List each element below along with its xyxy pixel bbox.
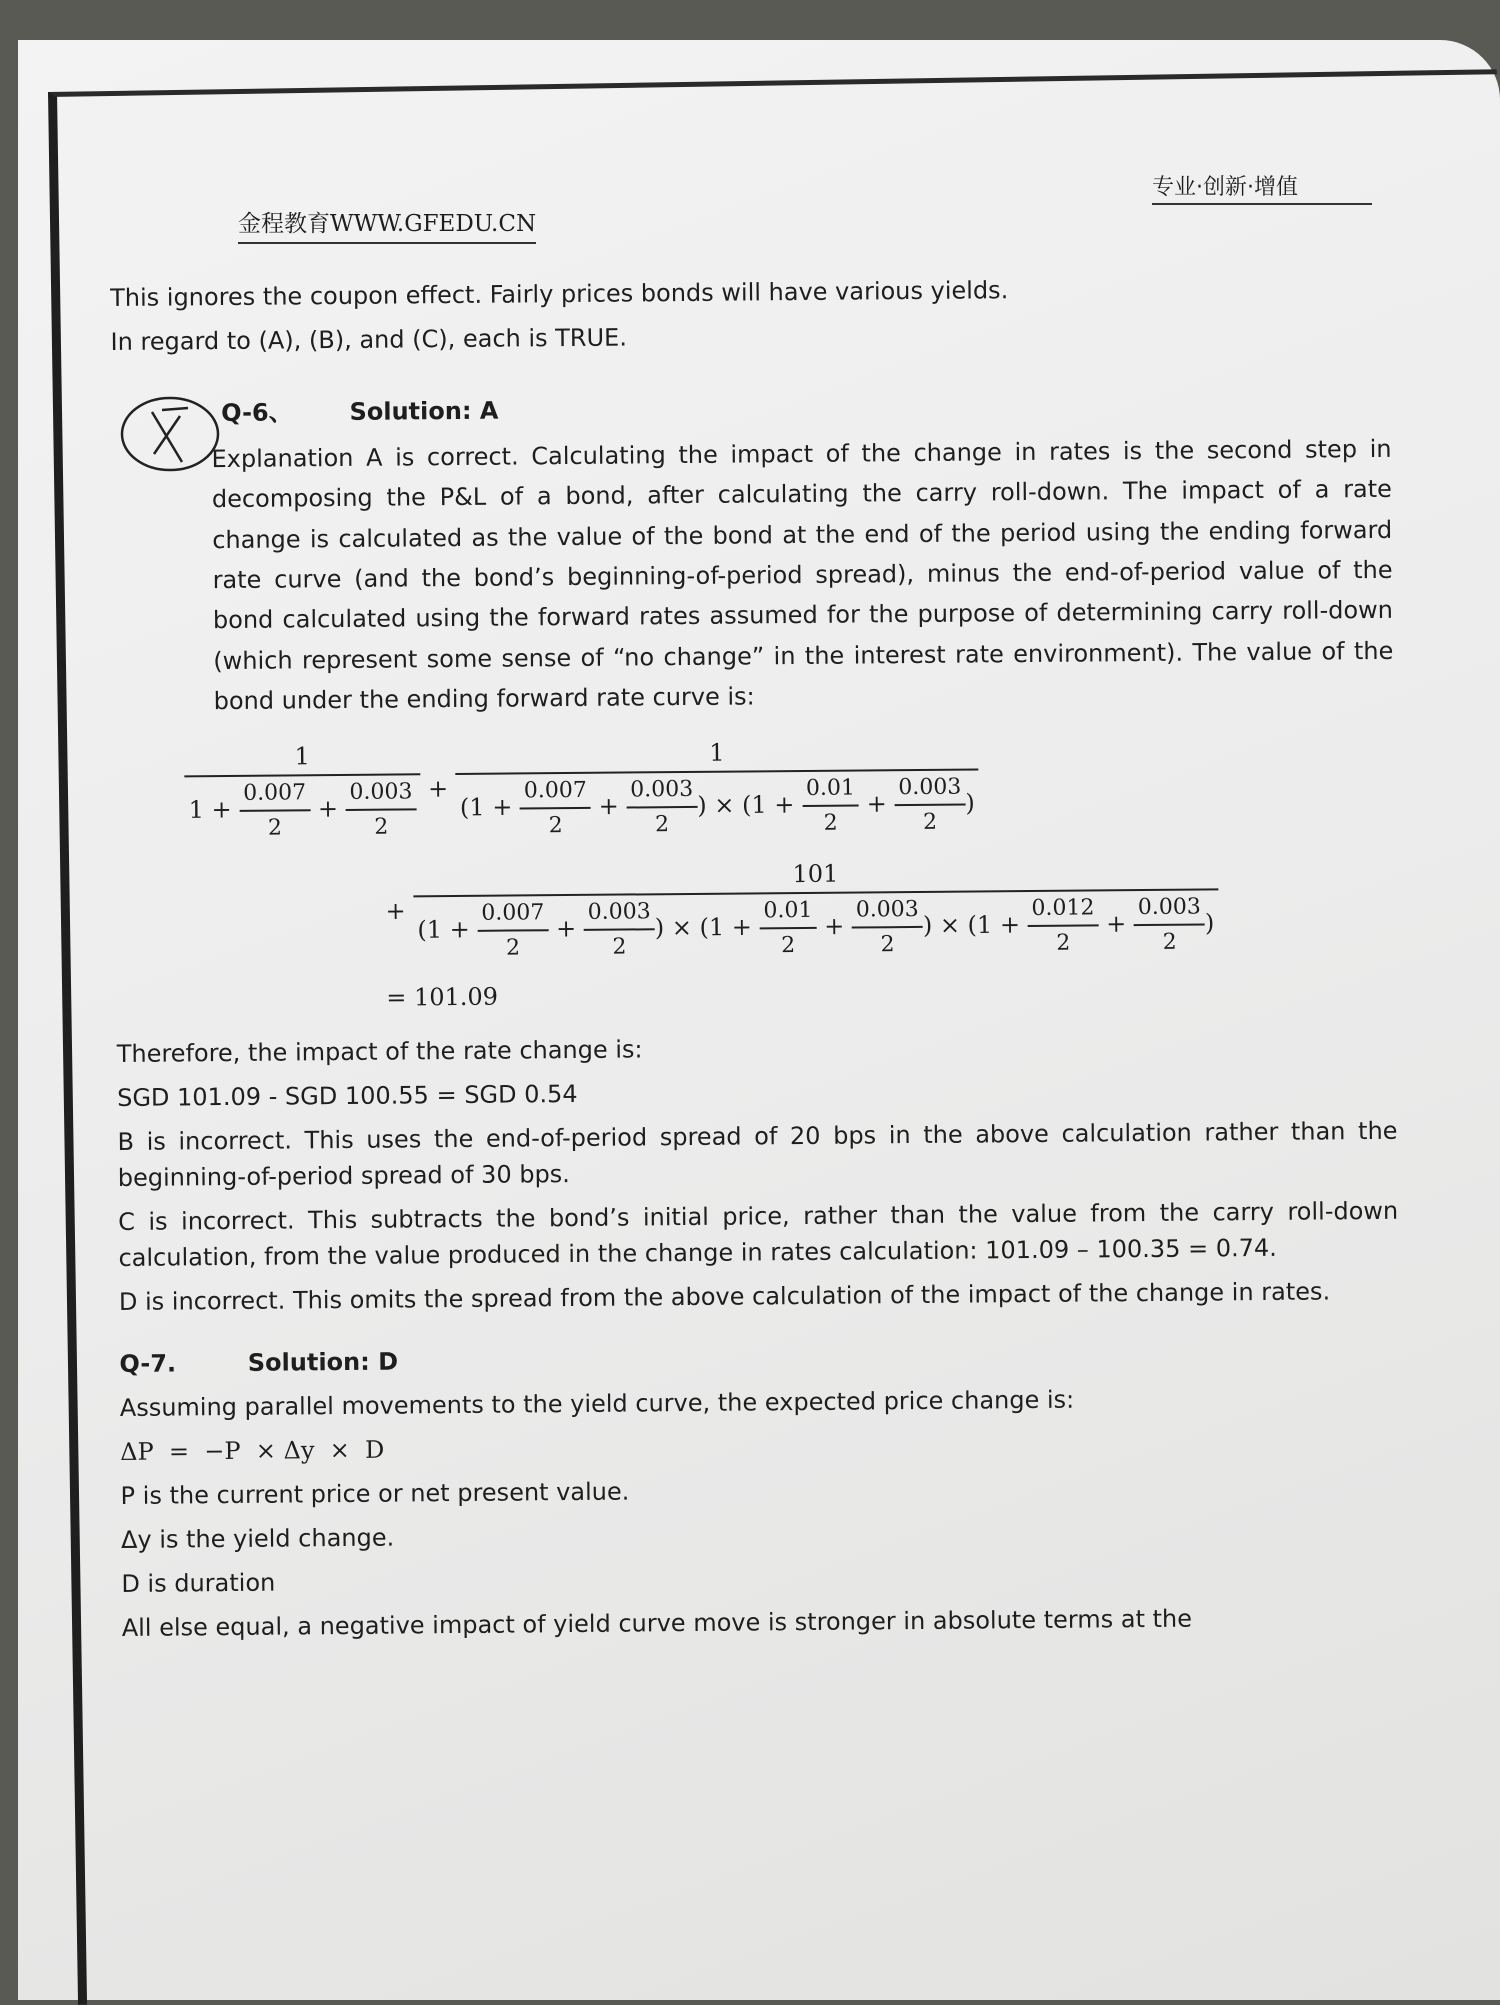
q7-number: Q-7. [119,1349,177,1379]
q6-number: Q-6、 [221,398,293,428]
document-body [110,269,1402,1654]
q7-dy-definition: Δy is the yield change. [120,1523,395,1555]
header-rule [1152,203,1372,205]
fraction-term-3: 101 (1 + $\frac{0.007}{2}$ + $\frac{0.003}{2}$ ) × (1 + $\frac{0.01}{2}$ + $\frac{0.003}{2}$ ) × (1 + $\frac{0.012}{2}$ + $\frac{0.003}{2}$ ) [413,853,1219,966]
q6-solution: Solution: A [349,396,499,426]
intro-line-1: This ignores the coupon effect. Fairly prices bonds will have various yields. [110,276,1009,312]
header-slogan: 专业·创新·增值 [1152,175,1298,200]
header-brand: 金程教育WWW.GFEDU.CN [238,205,536,244]
formula-result: = 101.09 [386,982,499,1012]
q6-therefore: Therefore, the impact of the rate change is: [116,1035,643,1069]
q6-option-c: C is incorrect. This subtracts the bond’s initial price, rather than the value from the carry roll-down calculation, from the value produced in the change in rates calculation: 101.09 – 100.35 = 0.74. [118,1196,1399,1273]
formula-line-2: + 101 (1 + $\frac{0.007}{2}$ + $\frac{0.003}{2}$ ) × (1 + $\frac{0.01}{2}$ + $\frac{0.003}{2}$ ) × (1 + $\frac{0.012}{2}$ + $\frac{0.003}{2}$ ) [385,851,1396,966]
q7-formula: ΔP = −P × Δy × D [120,1435,385,1467]
q6-calculation: SGD 101.09 - SGD 100.55 = SGD 0.54 [117,1080,578,1113]
q6-formula [184,729,1396,1018]
fraction-term-2: 1 (1 + $\frac{0.007}{2}$ + $\frac{0.003}{2}$ ) × (1 + $\frac{0.01}{2}$ + $\frac{0.003}{2}$ ) [455,733,979,844]
q7-solution: Solution: D [247,1347,399,1378]
q6-option-d: D is incorrect. This omits the spread from the above calculation of the impact of the change in rates. [118,1277,1331,1317]
formula-line-1: 1 1 + $\frac{0.007}{2}$ + $\frac{0.003}{2}$ + 1 (1 + $\frac{0.007}{2}$ + $\frac{0.003}{2}$ ) × (1 + $\frac{0.01}{2}$ + $\frac{0.003}{2}$ ) [184,729,1395,846]
q6-heading [111,385,1391,432]
q6-option-b: B is incorrect. This uses the end-of-period spread of 20 bps in the above calculation rather than the beginning-of-period spread of 30 bps. [117,1116,1398,1193]
q7-heading [119,1335,1399,1382]
q7-p-definition: P is the current price or net present value. [120,1477,630,1511]
q6-explanation: Explanation A is correct. Calculating the impact of the change in rates is the second step in decomposing the P&L of a bond, after calculating the carry roll-down. The impact of a rate change is calculated as the value of the bond at the end of the period using the ending forward rate curve (and the bond’s beginning-of-period spread), minus the end-of-period value of the bond calculated using the forward rates assumed for the purpose of determining carry roll-down (which represent some sense of “no change” in the interest rate environment). The value of the bond under the ending forward rate curve is: [211,434,1394,715]
q7-last-line: All else equal, a negative impact of yield curve move is stronger in absolute terms at the [121,1604,1193,1643]
q7-intro: Assuming parallel movements to the yield curve, the expected price change is: [119,1385,1075,1423]
fraction-term-1: 1 1 + $\frac{0.007}{2}$ + $\frac{0.003}{2}$ [184,737,421,845]
intro-line-2: In regard to (A), (B), and (C), each is TRUE. [110,323,628,356]
q7-d-definition: D is duration [121,1568,276,1599]
